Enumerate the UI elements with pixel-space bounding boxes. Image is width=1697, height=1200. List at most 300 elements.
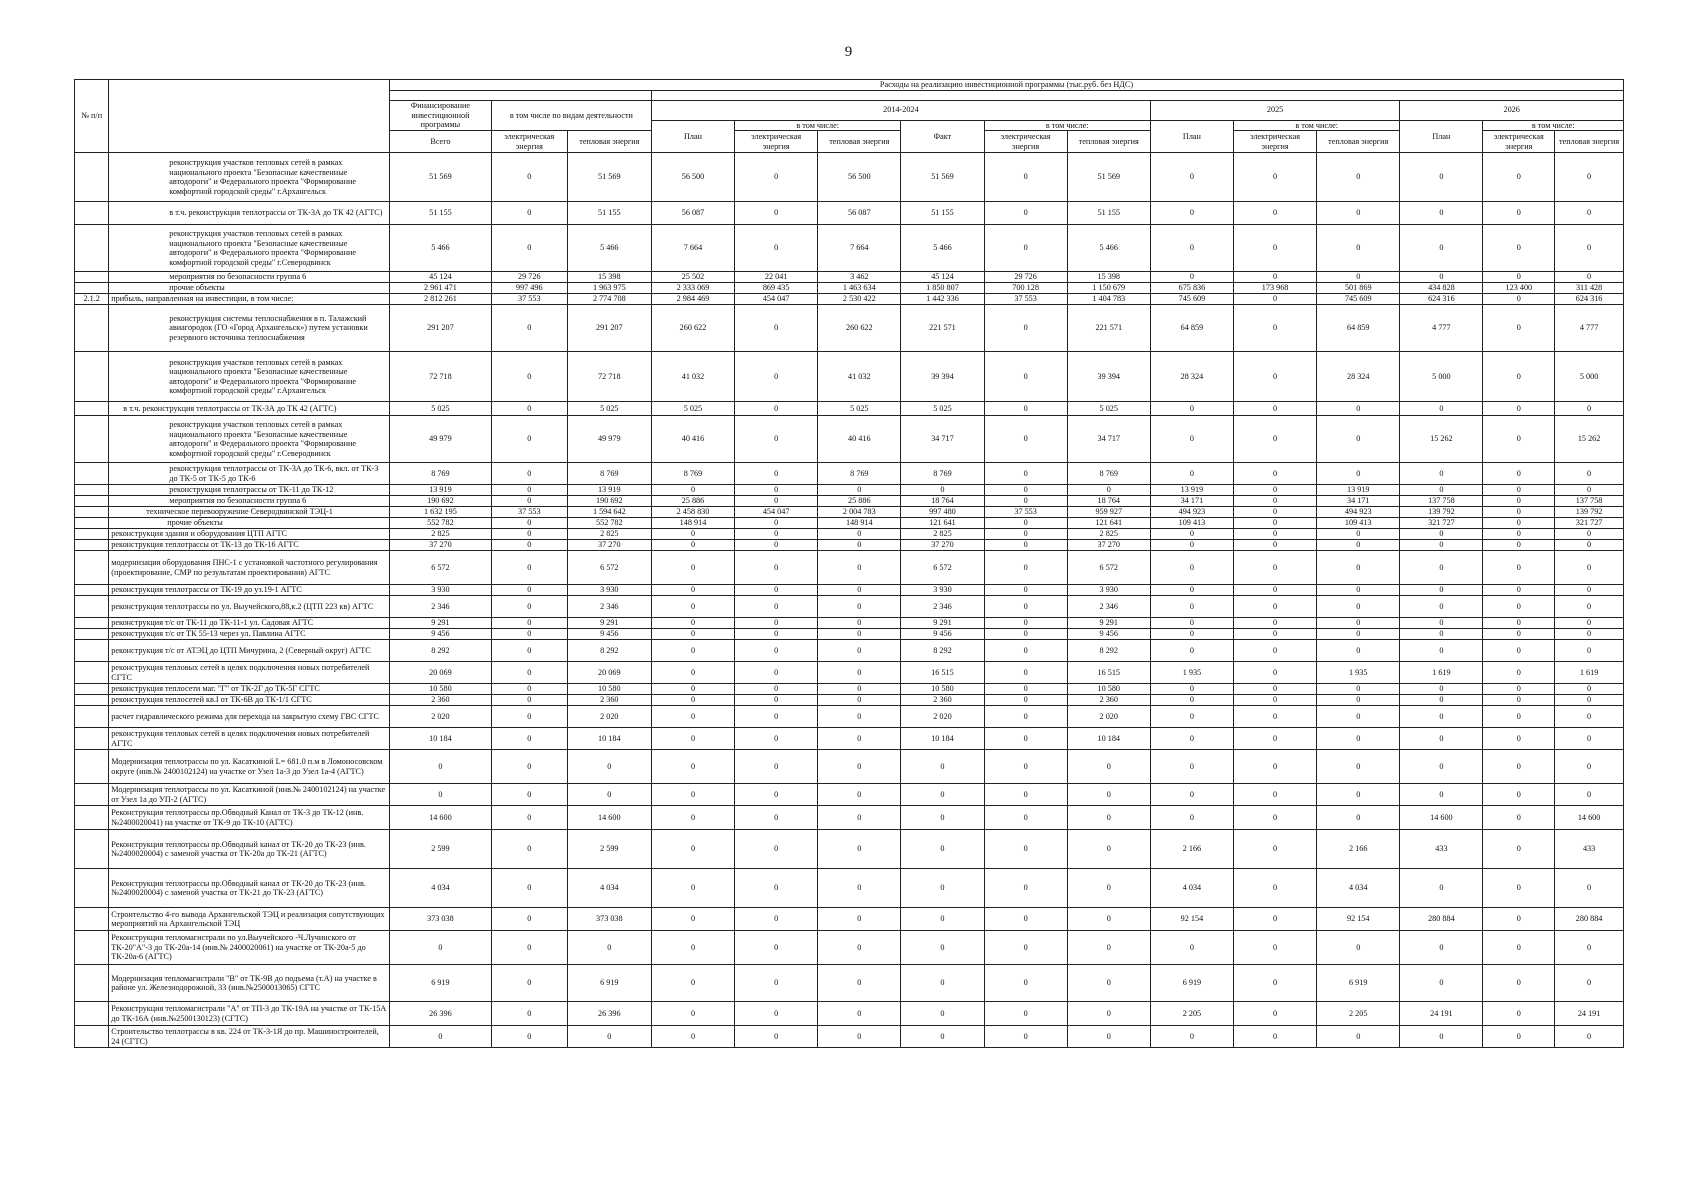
- header-name-column: [109, 80, 390, 153]
- row-value: 0: [984, 695, 1067, 706]
- row-value: 1 463 634: [818, 283, 901, 294]
- row-value: 0: [1483, 551, 1555, 585]
- row-value: 0: [1067, 750, 1150, 784]
- row-value: 1 935: [1317, 662, 1400, 684]
- row-value: 5 025: [567, 402, 651, 416]
- row-value: 0: [1234, 706, 1317, 728]
- row-code: [75, 908, 109, 931]
- row-value: 139 792: [1400, 507, 1483, 518]
- table-row: [75, 202, 1624, 225]
- row-value: 0: [651, 551, 734, 585]
- row-value: 0: [735, 830, 818, 869]
- row-value: 0: [651, 618, 734, 629]
- row-value: 0: [818, 695, 901, 706]
- table-row: [75, 629, 1624, 640]
- row-value: 18 764: [1067, 496, 1150, 507]
- row-value: 0: [1483, 496, 1555, 507]
- row-value: 0: [1234, 728, 1317, 750]
- row-value: 0: [491, 402, 567, 416]
- row-value: 0: [901, 908, 984, 931]
- row-name: Реконструкция теплотрассы пр.Обводный канал от ТК-20 до ТК-23 (инв.№2400020004) с заменой участка от ТК-20а до ТК-21 (АГТС): [109, 830, 390, 869]
- row-value: 0: [1555, 869, 1624, 908]
- row-value: 0: [984, 784, 1067, 806]
- row-value: 56 087: [651, 202, 734, 225]
- row-name: реконструкция т/с от ТК 55-13 через ул. Павлина АГТС: [109, 629, 390, 640]
- row-value: 260 622: [818, 305, 901, 352]
- row-value: 0: [1483, 965, 1555, 1002]
- table-row: [75, 496, 1624, 507]
- row-value: 311 428: [1555, 283, 1624, 294]
- row-value: 0: [901, 965, 984, 1002]
- row-value: 0: [818, 662, 901, 684]
- row-value: 0: [1234, 784, 1317, 806]
- row-value: 56 500: [651, 153, 734, 202]
- row-value: 2 346: [1067, 596, 1150, 618]
- header-year-2025: 2025: [1150, 100, 1399, 120]
- row-value: 0: [735, 518, 818, 529]
- row-value: 0: [984, 485, 1067, 496]
- row-value: 5 000: [1400, 352, 1483, 402]
- row-value: 0: [984, 529, 1067, 540]
- row-value: 280 884: [1400, 908, 1483, 931]
- row-value: 0: [1234, 416, 1317, 463]
- row-value: 148 914: [818, 518, 901, 529]
- row-value: 2 360: [1067, 695, 1150, 706]
- table-body: [75, 153, 1624, 1048]
- row-value: 0: [1400, 728, 1483, 750]
- row-value: 8 769: [1067, 463, 1150, 485]
- row-name: реконструкция тепловых сетей в целях подключения новых потребителей СГТС: [109, 662, 390, 684]
- row-value: 2 205: [1150, 1002, 1233, 1026]
- row-value: 49 979: [389, 416, 491, 463]
- row-value: 1 850 807: [901, 283, 984, 294]
- row-value: 2 020: [567, 706, 651, 728]
- row-code: [75, 272, 109, 283]
- row-value: 0: [1067, 869, 1150, 908]
- row-value: 121 641: [1067, 518, 1150, 529]
- row-value: 92 154: [1150, 908, 1233, 931]
- row-value: 2 166: [1150, 830, 1233, 869]
- row-name: прибыль, направленная на инвестиции, в том числе:: [109, 294, 390, 305]
- table-row: [75, 662, 1624, 684]
- row-value: 0: [1400, 551, 1483, 585]
- row-value: 13 919: [1150, 485, 1233, 496]
- row-value: 0: [1234, 965, 1317, 1002]
- row-value: 0: [491, 784, 567, 806]
- row-value: 8 769: [651, 463, 734, 485]
- row-value: 0: [1555, 463, 1624, 485]
- row-value: 5 025: [818, 402, 901, 416]
- row-value: 0: [735, 965, 818, 1002]
- row-value: 0: [651, 596, 734, 618]
- row-value: 5 466: [1067, 225, 1150, 272]
- row-value: 18 764: [901, 496, 984, 507]
- row-value: 959 927: [1067, 507, 1150, 518]
- investment-program-table: [74, 79, 1624, 1048]
- row-value: 10 580: [1067, 684, 1150, 695]
- row-value: 0: [651, 662, 734, 684]
- row-value: 0: [1150, 706, 1233, 728]
- row-code: [75, 225, 109, 272]
- row-value: 173 968: [1234, 283, 1317, 294]
- row-value: 3 930: [567, 585, 651, 596]
- row-value: 0: [984, 706, 1067, 728]
- table-row: [75, 695, 1624, 706]
- row-value: 25 502: [651, 272, 734, 283]
- row-value: 0: [984, 640, 1067, 662]
- row-value: 0: [1234, 352, 1317, 402]
- row-value: 1 442 336: [901, 294, 984, 305]
- row-name: реконструкция участков тепловых сетей в рамках национального проекта "Безопасные качественные автодороги" и Федерального проекта "Формирование комфортной городской среды" г.Северодвинск: [109, 225, 390, 272]
- row-value: 0: [491, 496, 567, 507]
- row-value: 0: [984, 463, 1067, 485]
- row-name: расчет гидравлического режима для перехода на закрытую схему ГВС СГТС: [109, 706, 390, 728]
- row-value: 0: [984, 518, 1067, 529]
- table-row: [75, 908, 1624, 931]
- row-value: 8 769: [901, 463, 984, 485]
- row-code: [75, 830, 109, 869]
- row-value: 0: [1234, 585, 1317, 596]
- table-row: [75, 784, 1624, 806]
- row-value: 7 664: [818, 225, 901, 272]
- row-value: 0: [1150, 416, 1233, 463]
- row-value: 2 812 261: [389, 294, 491, 305]
- row-value: 454 047: [735, 507, 818, 518]
- row-value: 0: [491, 869, 567, 908]
- row-value: 2 825: [901, 529, 984, 540]
- row-code: [75, 416, 109, 463]
- investment-table-container: [74, 79, 1624, 1048]
- row-value: 26 396: [567, 1002, 651, 1026]
- row-value: 5 000: [1555, 352, 1624, 402]
- row-value: 0: [1234, 908, 1317, 931]
- row-value: 0: [1555, 618, 1624, 629]
- row-value: 137 758: [1400, 496, 1483, 507]
- row-value: 0: [1555, 485, 1624, 496]
- row-value: 0: [735, 496, 818, 507]
- row-value: 0: [1234, 272, 1317, 283]
- row-value: 148 914: [651, 518, 734, 529]
- row-value: 13 919: [389, 485, 491, 496]
- row-value: 5 025: [651, 402, 734, 416]
- row-value: 0: [735, 485, 818, 496]
- row-value: 8 769: [818, 463, 901, 485]
- row-value: 4 777: [1400, 305, 1483, 352]
- row-value: 0: [1555, 402, 1624, 416]
- row-value: 494 923: [1150, 507, 1233, 518]
- row-value: 16 515: [901, 662, 984, 684]
- row-value: 0: [1555, 529, 1624, 540]
- row-value: 6 572: [567, 551, 651, 585]
- row-value: 37 270: [389, 540, 491, 551]
- row-value: 34 171: [1150, 496, 1233, 507]
- row-value: 0: [1400, 750, 1483, 784]
- row-value: 0: [651, 784, 734, 806]
- row-code: [75, 784, 109, 806]
- row-code: [75, 551, 109, 585]
- row-value: 0: [491, 540, 567, 551]
- row-value: 0: [651, 529, 734, 540]
- table-row: [75, 402, 1624, 416]
- row-value: 109 413: [1317, 518, 1400, 529]
- header-incl-2026: в том числе:: [1483, 120, 1624, 131]
- row-value: 8 292: [389, 640, 491, 662]
- row-value: 3 930: [389, 585, 491, 596]
- row-value: 0: [984, 1026, 1067, 1048]
- row-value: 0: [1317, 684, 1400, 695]
- row-value: 0: [1555, 596, 1624, 618]
- row-code: [75, 728, 109, 750]
- row-code: [75, 283, 109, 294]
- row-value: 675 836: [1150, 283, 1233, 294]
- table-row: [75, 830, 1624, 869]
- row-name: реконструкция здания и оборудования ЦТП АГТС: [109, 529, 390, 540]
- row-value: 0: [1483, 416, 1555, 463]
- row-name: реконструкция теплотрассы от ТК-3А до ТК-6, вкл. от ТК-3 до ТК-5 от ТК-5 до ТК-6: [109, 463, 390, 485]
- row-value: 0: [491, 463, 567, 485]
- row-value: 1 150 679: [1067, 283, 1150, 294]
- row-value: 6 572: [901, 551, 984, 585]
- header-electric: электрическая энергия: [735, 131, 818, 153]
- row-value: 41 032: [651, 352, 734, 402]
- header-plan-2025: План: [1150, 120, 1233, 153]
- row-value: 0: [1317, 551, 1400, 585]
- row-name: прочие объекты: [109, 518, 390, 529]
- row-value: 37 553: [491, 294, 567, 305]
- row-value: 0: [1400, 706, 1483, 728]
- row-value: 0: [984, 225, 1067, 272]
- row-value: 0: [1317, 596, 1400, 618]
- row-name: Реконструкция теплотрассы пр.Обводный Канал от ТК-3 до ТК-12 (инв.№2400020041) на участке от ТК-9 до ТК-10 (АГТС): [109, 806, 390, 830]
- row-value: 0: [1317, 806, 1400, 830]
- row-value: 0: [1555, 629, 1624, 640]
- row-value: 0: [1234, 485, 1317, 496]
- row-value: 0: [1234, 507, 1317, 518]
- row-value: 0: [1317, 202, 1400, 225]
- row-value: 2 020: [389, 706, 491, 728]
- header-incl-2025: в том числе:: [1234, 120, 1400, 131]
- row-value: 0: [1150, 806, 1233, 830]
- row-value: 0: [1317, 272, 1400, 283]
- row-value: 0: [984, 662, 1067, 684]
- row-value: 0: [984, 596, 1067, 618]
- row-value: 0: [984, 202, 1067, 225]
- row-value: 51 569: [567, 153, 651, 202]
- row-value: 0: [735, 529, 818, 540]
- row-value: 5 466: [901, 225, 984, 272]
- row-value: 0: [1555, 695, 1624, 706]
- row-code: [75, 529, 109, 540]
- row-value: 45 124: [389, 272, 491, 283]
- row-value: 0: [1400, 596, 1483, 618]
- row-value: 1 619: [1400, 662, 1483, 684]
- row-value: 0: [1234, 529, 1317, 540]
- row-value: 0: [491, 629, 567, 640]
- row-value: 0: [818, 806, 901, 830]
- row-value: 0: [491, 585, 567, 596]
- row-value: 0: [491, 728, 567, 750]
- row-value: 0: [1400, 965, 1483, 1002]
- row-value: 51 155: [1067, 202, 1150, 225]
- row-code: [75, 305, 109, 352]
- row-value: 0: [389, 784, 491, 806]
- row-value: 56 500: [818, 153, 901, 202]
- row-value: 72 718: [389, 352, 491, 402]
- row-value: 0: [651, 728, 734, 750]
- row-value: 0: [735, 784, 818, 806]
- row-value: 0: [1555, 784, 1624, 806]
- row-value: 0: [1067, 1002, 1150, 1026]
- row-value: 0: [1483, 695, 1555, 706]
- row-value: 37 553: [984, 507, 1067, 518]
- row-name: реконструкция тепловых сетей в целях подключения новых потребителей АГТС: [109, 728, 390, 750]
- row-code: [75, 618, 109, 629]
- table-row: [75, 352, 1624, 402]
- row-value: 56 087: [818, 202, 901, 225]
- row-value: 0: [491, 518, 567, 529]
- row-value: 0: [651, 830, 734, 869]
- row-code: [75, 629, 109, 640]
- row-value: 0: [491, 225, 567, 272]
- row-value: 0: [491, 1002, 567, 1026]
- row-value: 51 569: [389, 153, 491, 202]
- row-value: 0: [1317, 225, 1400, 272]
- row-value: 552 782: [389, 518, 491, 529]
- row-value: 3 930: [1067, 585, 1150, 596]
- row-value: 0: [1150, 1026, 1233, 1048]
- row-value: 0: [901, 806, 984, 830]
- header-thermal: тепловая энергия: [1555, 131, 1624, 153]
- row-value: 0: [1400, 463, 1483, 485]
- row-code: [75, 596, 109, 618]
- row-name: реконструкция теплотрассы по ул. Выучейского,88,к.2 (ЦТП 223 кв) АГТС: [109, 596, 390, 618]
- row-value: 10 184: [567, 728, 651, 750]
- row-name: реконструкция теплотрассы от ТК-11 до ТК-12: [109, 485, 390, 496]
- row-value: 0: [735, 416, 818, 463]
- row-value: 0: [901, 784, 984, 806]
- row-value: 0: [735, 402, 818, 416]
- row-value: 0: [818, 618, 901, 629]
- row-value: 0: [1317, 931, 1400, 965]
- row-value: 454 047: [735, 294, 818, 305]
- row-value: 0: [1317, 706, 1400, 728]
- table-row: [75, 153, 1624, 202]
- table-row: [75, 750, 1624, 784]
- row-value: 40 416: [651, 416, 734, 463]
- row-value: 6 919: [389, 965, 491, 1002]
- row-value: 0: [984, 496, 1067, 507]
- row-value: 0: [1483, 1026, 1555, 1048]
- row-value: 0: [901, 485, 984, 496]
- header-total: Всего: [389, 131, 491, 153]
- row-value: 6 572: [1067, 551, 1150, 585]
- row-value: 9 291: [1067, 618, 1150, 629]
- row-value: 0: [984, 153, 1067, 202]
- row-value: 0: [1234, 869, 1317, 908]
- row-value: 0: [1317, 416, 1400, 463]
- row-value: 0: [1317, 585, 1400, 596]
- row-name: реконструкция участков тепловых сетей в рамках национального проекта "Безопасные качественные автодороги" и Федерального проекта "Формирование комфортной городской среды" г.Архангельск: [109, 153, 390, 202]
- row-value: 0: [984, 540, 1067, 551]
- row-value: 0: [1067, 965, 1150, 1002]
- row-value: 4 777: [1555, 305, 1624, 352]
- row-value: 0: [735, 352, 818, 402]
- row-code: [75, 518, 109, 529]
- row-value: 0: [735, 640, 818, 662]
- row-value: 0: [1483, 402, 1555, 416]
- row-value: 0: [567, 931, 651, 965]
- row-value: 0: [1234, 629, 1317, 640]
- row-value: 20 069: [567, 662, 651, 684]
- row-value: 0: [651, 1002, 734, 1026]
- row-code: [75, 153, 109, 202]
- row-value: 1 632 195: [389, 507, 491, 518]
- row-value: 123 400: [1483, 283, 1555, 294]
- row-value: 221 571: [1067, 305, 1150, 352]
- row-value: 2 360: [901, 695, 984, 706]
- row-value: 4 034: [567, 869, 651, 908]
- table-row: [75, 806, 1624, 830]
- row-value: 0: [818, 908, 901, 931]
- row-value: 51 155: [567, 202, 651, 225]
- row-code: [75, 706, 109, 728]
- row-value: 3 930: [901, 585, 984, 596]
- row-value: 2 825: [567, 529, 651, 540]
- row-value: 0: [1150, 402, 1233, 416]
- row-value: 321 727: [1555, 518, 1624, 529]
- row-value: 0: [984, 352, 1067, 402]
- row-value: 0: [1234, 402, 1317, 416]
- row-value: 109 413: [1150, 518, 1233, 529]
- header-expenses-title: Расходы на реализацию инвестиционной программы (тыс.руб. без НДС): [389, 80, 1623, 91]
- row-value: 0: [1483, 908, 1555, 931]
- row-value: 0: [1555, 551, 1624, 585]
- row-value: 0: [818, 931, 901, 965]
- row-value: 321 727: [1400, 518, 1483, 529]
- row-value: 0: [818, 965, 901, 1002]
- row-value: 2 984 469: [651, 294, 734, 305]
- row-value: 0: [1555, 225, 1624, 272]
- row-value: 0: [1150, 540, 1233, 551]
- row-value: 0: [735, 153, 818, 202]
- row-name: в т.ч. реконструкция теплотрассы от ТК-3А до ТК 42 (АГТС): [109, 402, 390, 416]
- row-name: Реконструкция тепломагистрали "А" от ТП-3 до ТК-19А на участке от ТК-15А до ТК-16А (инв.№2500130123) (СГТС): [109, 1002, 390, 1026]
- header-thermal: тепловая энергия: [1317, 131, 1400, 153]
- row-value: 0: [735, 806, 818, 830]
- row-value: 0: [1317, 618, 1400, 629]
- row-value: 0: [984, 965, 1067, 1002]
- table-row: [75, 596, 1624, 618]
- row-name: реконструкция участков тепловых сетей в рамках национального проекта "Безопасные качественные автодороги" и Федерального проекта "Формирование комфортной городской среды" г.Архангельск: [109, 352, 390, 402]
- row-value: 373 038: [567, 908, 651, 931]
- row-value: 0: [1234, 1026, 1317, 1048]
- table-row: [75, 1026, 1624, 1048]
- row-value: 0: [735, 618, 818, 629]
- row-value: 2 530 422: [818, 294, 901, 305]
- row-value: 0: [1483, 585, 1555, 596]
- row-value: 0: [651, 485, 734, 496]
- row-value: 0: [651, 706, 734, 728]
- row-value: 0: [1150, 750, 1233, 784]
- row-value: 0: [1555, 750, 1624, 784]
- header-row-number: № п/п: [75, 80, 109, 153]
- row-value: 15 262: [1400, 416, 1483, 463]
- row-value: 9 456: [567, 629, 651, 640]
- table-row: [75, 272, 1624, 283]
- row-value: 0: [491, 931, 567, 965]
- row-value: 51 155: [389, 202, 491, 225]
- row-value: 0: [1483, 784, 1555, 806]
